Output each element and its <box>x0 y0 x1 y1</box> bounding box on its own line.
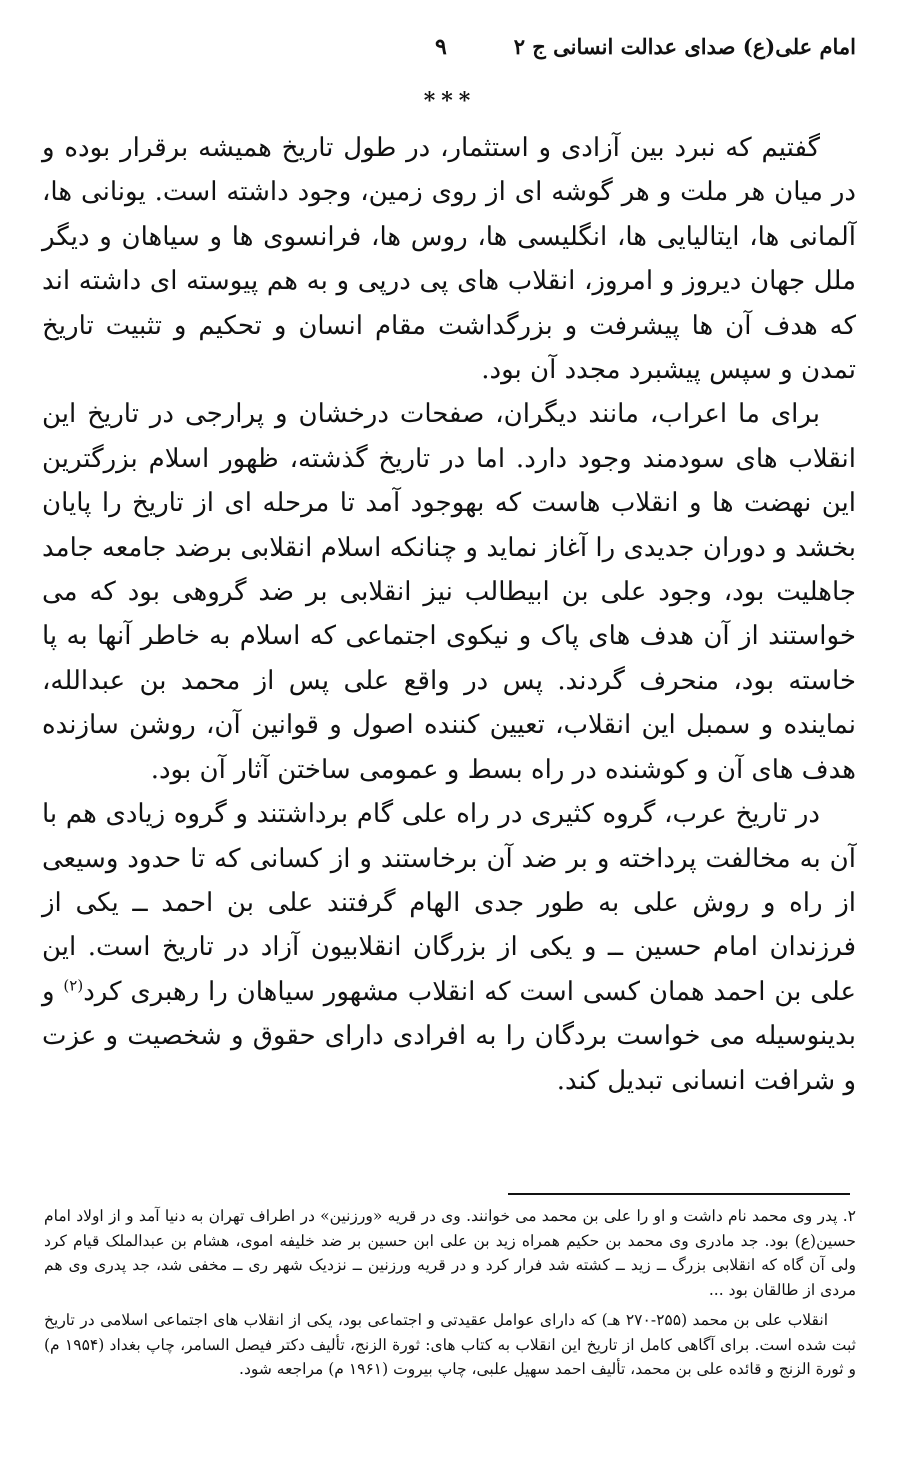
page-number: ۹ <box>435 34 447 60</box>
footnotes <box>44 1204 856 1382</box>
paragraph-1: گفتیم که نبرد بین آزادی و استثمار، در طول تاریخ همیشه برقرار بوده و در میان هر ملت و هر گوشه ای از روی زمین، وجود داشته است. یونانی ها، آلمانی ها، ایتالیایی ها، انگلیسی ها، روس ها، فرانسوی ها و سیاهان و دیگر ملل جهان دیروز و امروز، انقلاب های پی درپی و به هم پیوسته ای داشته اند که هدف آن ها پیشرفت و بزرگداشت مقام انسان و تحکیم و تثبیت تاریخ تمدن و سپس پیشبرد مجدد آن بود. <box>42 133 856 386</box>
paragraph-3-text-before: در تاریخ عرب، گروه کثیری در راه علی گام برداشتند و گروه زیادی هم با آن به مخالفت پرداخته و بر ضد آن برخاستند و از کسانی که تا حدود وسیعی از راه و روش علی به طور جدی الهام گرفتند علی بن احمد ــ یکی از فرزندان امام حسین ــ و یکی از بزرگان انقلابیون آزاد در تاریخ است. این علی بن احمد همان کسی است که انقلاب مشهور سیاهان را رهبری کرد <box>42 799 856 1007</box>
footnote-2: ۲. پدر وی محمد نام داشت و او را علی بن محمد می خوانند. وی در قریه «ورزنین» در اطراف تهران به دنیا آمد و از اولاد امام حسین(ع) بود. جد مادری وی محمد بن حکیم همراه زید بن علی ابن حسین بر ضد خلیفه اموی، هشام بن عبدالملک قیام کرد ولی آن گاه که انقلابی بزرگ ــ زید ــ کشته شد فرار کرد و در قریه ورزنین ــ نزدیک شهر ری ــ مخفی شد، جد پدری وی هم مردی از طالقان بود ... <box>44 1207 856 1299</box>
footnote-2-continued: انقلاب علی بن محمد (۲۵۵-۲۷۰ هـ) که دارای عوامل عقیدتی و اجتماعی بود، یکی از انقلاب های اجتماعی اسلامی در تاریخ ثبت شده است. برای آگاهی کامل از تاریخ این انقلاب به کتاب های: ثورة الزنج، تألیف دکتر فیصل السامر، چاپ بغداد (۱۹۵۴ م) و ثورة الزنج و قائده علی بن محمد، تألیف احمد سهیل علبی، چاپ بیروت (۱۹۶۱ م) مراجعه شود. <box>44 1311 856 1378</box>
paragraph-3 <box>42 792 856 1103</box>
footnote-reference[interactable]: (۲) <box>63 976 84 995</box>
paragraph-2: برای ما اعراب، مانند دیگران، صفحات درخشان و پرارجی در تاریخ این انقلاب های سودمند وجود دارد. اما در تاریخ گذشته، ظهور اسلام بزرگترین این نهضت ها و انقلاب هاست که بهوجود آمد تا مرحله ای از تاریخ را پایان بخشد و دوران جدیدی را آغاز نماید و چنانکه اسلام انقلابی برضد جامعه جامد جاهلیت بود، وجود علی بن ابیطالب نیز انقلابی بر ضد گروهی بود که می خواستند از آن هدف های پاک و نیکوی اجتماعی که اسلام به خاطر آنها به پا خاسته بود، منحرف گردند. پس در واقع علی پس از محمد بن عبدالله، نماینده و سمبل این انقلاب، تعیین کننده اصول و قوانین آن، روشن سازنده هدف های آن و کوشنده در راه بسط و عمومی ساختن آثار آن بود. <box>42 399 856 785</box>
book-title: امام علی(ع) صدای عدالت انسانی ج ۲ <box>513 34 856 59</box>
paragraph-3-text-after: و بدینوسیله می خواست بردگان را به افرادی دارای حقوق و شخصیت و عزت و شرافت انسانی تبدیل کند. <box>42 976 856 1096</box>
body-text <box>42 126 856 1103</box>
page-header <box>40 34 856 68</box>
footnote-divider <box>508 1193 850 1195</box>
section-separator: *** <box>423 88 477 114</box>
